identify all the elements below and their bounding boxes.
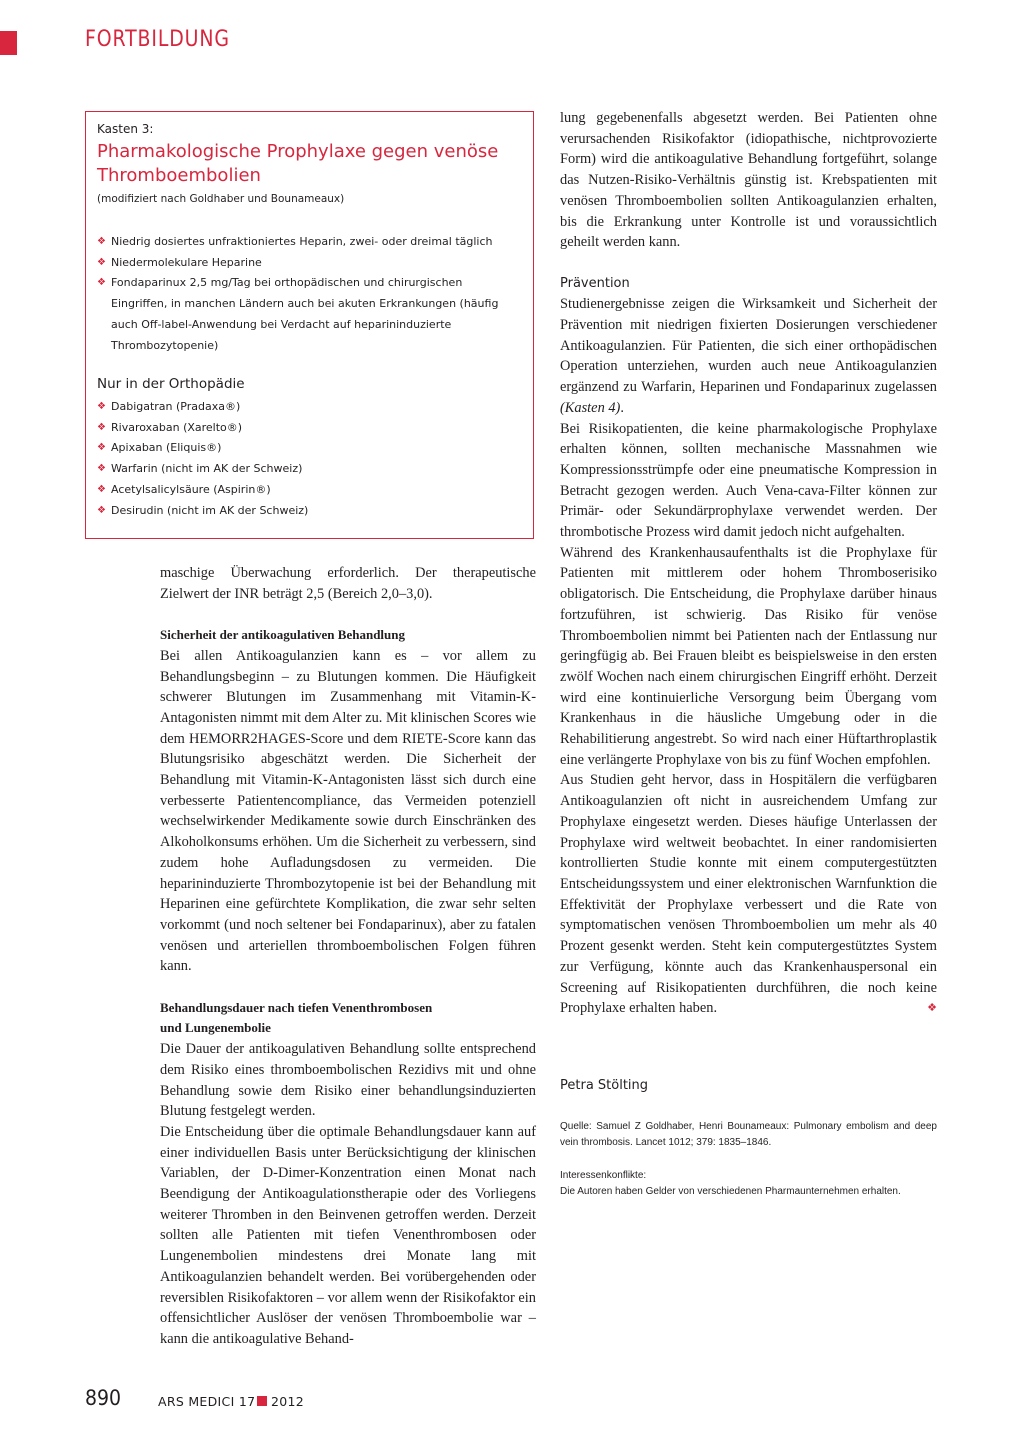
paragraph: Die Dauer der antikoagulativen Behandlung sollte entsprechend dem Risiko eines thromboembolischen Rezidivs mit und ohne Behandlung sowie dem Risiko einer behandlungsinduzierten Blutung festgelegt werden.: [160, 1041, 536, 1120]
box-label: Kasten 3:: [97, 122, 154, 136]
diamond-bullet-icon: ❖: [97, 421, 106, 433]
box-subtitle: (modifiziert nach Goldhaber und Bounameaux): [97, 193, 345, 205]
author-name: Petra Stölting: [560, 1078, 649, 1093]
diamond-bullet-icon: ❖: [97, 463, 106, 475]
section-heading: Prävention: [560, 275, 630, 291]
list-item: ❖ Rivaroxaban (Xarelto®): [97, 418, 522, 439]
paragraph: Die Entscheidung über die optimale Behandlungsdauer kann auf einer individuellen Basis unter Berücksichtigung der klinischen Variablen, der D-Dimer-Konzentration einen Monat nach Beendigung der Antikoagulationstherapie oder des Vorliegens weiterer Thromben in den Beinvenen getroffen werden. Derzeit sollten alle Patienten mit tiefen Venenthrombosen oder Lungenembolien mindestens drei Monate lang mit Antikoagulanzien behandelt werden. Bei vorübergehenden oder reversiblen Risikofaktoren – vor allem wenn der Risikofaktor ein offensichtlicher Auslöser der venösen Thromboembolie war – kann die antikoagulative Behand-: [160, 1123, 536, 1347]
box-subheading: Nur in der Orthopädie: [97, 376, 245, 392]
paragraph: Während des Krankenhausaufenthalts ist die Prophylaxe für Patienten mit mittlerem oder hohem Thromboserisiko obligatorisch. Die Entscheidung, die Prophylaxe darüber hinaus fortzuführen, ist schwierig. Das Risiko für venöse Thromboembolien nimmt bei Patienten nach der Entlassung nur geringfügig ab. Bei Frauen bleibt es beispielsweise in den ersten zwölf Wochen nach einem chirurgischen Eingriff erhöht. Derzeit wird eine kontinuierliche Versorgung beim Übergang vom Krankenhaus in die häusliche Umgebung oder in die Rehabilitierung angestrebt. So wird nach einer Hüftarthroplastik eine verlängerte Prophylaxe von bis zu fünf Wochen empfohlen.: [560, 544, 937, 768]
diamond-bullet-icon: ❖: [97, 442, 106, 454]
paragraph: Studienergebnisse zeigen die Wirksamkeit und Sicherheit der Prävention mit niedrigen fixierten Dosierungen verschiedener Antikoagulanzien. Für Patienten, die sich einer orthopädischen Operation unterziehen, wurden auch neue Antikoagulanzien ergänzend zu Warfarin, Heparinen und Fondaparinux zugelassen (Kasten 4).: [560, 296, 937, 416]
end-mark-icon: ❖: [927, 1001, 937, 1015]
section-heading-continued: und Lungenembolie: [160, 1020, 271, 1036]
diamond-bullet-icon: ❖: [97, 256, 106, 268]
footer-square-icon: [257, 1396, 267, 1406]
header-accent-bar: [0, 31, 17, 55]
diamond-bullet-icon: ❖: [97, 483, 106, 495]
list-item: ❖ Niedrig dosiertes unfraktioniertes Heparin, zwei- oder dreimal täglich: [97, 232, 522, 253]
paragraph: Bei allen Antikoagulanzien kann es – vor allem zu Behandlungsbeginn – zu Blutungen kommen. Die Häufigkeit schwerer Blutungen im Zusammenhang mit Vitamin-K-Antagonisten nimmt mit dem Alter zu. Mit klinischen Scores wie dem HEMORR2HAGES-Score und dem RIETE-Score kann das Blutungsrisiko abgeschätzt werden. Die Sicherheit der Behandlung mit Vitamin-K-Antagonisten lässt sich durch eine verbesserte Patientencompliance, das Vermeiden potenziell wechselwirkender Medikamente sowie durch Einschränken des Alkoholkonsums erhöhen. Um die Sicherheit zu verbessern, sind zudem hohe Aufladungsdosen zu vermeiden. Die heparininduzierte Thrombozytopenie ist bei der Behandlung mit Heparinen eine gefürchtete Komplikation, die zwar sehr selten vorkommt (und noch seltener bei Fondaparinux), aber zu fatalen venösen und arteriellen thromboembolischen Folgen führen kann.: [160, 647, 536, 975]
journal-name: ARS MEDICI 17: [158, 1394, 256, 1409]
diamond-bullet-icon: ❖: [97, 504, 106, 516]
right-column: [560, 108, 937, 1019]
paragraph: Bei Risikopatienten, die keine pharmakologische Prophylaxe erhalten können, sollten mechanische Massnahmen wie Kompressionsstrümpfe oder eine pneumatische Kompression in Betracht gezogen werden. Auch Vena-cava-Filter können zur Primär- oder Sekundärprophylaxe verwendet werden. Der thrombotische Prozess wird damit jedoch nicht aufgehalten.: [560, 420, 937, 541]
box-reference: (Kasten 4): [560, 399, 621, 416]
left-column: [160, 563, 536, 1350]
conflict-of-interest-label: Interessenkonflikte:: [560, 1170, 647, 1181]
diamond-bullet-icon: ❖: [97, 401, 106, 412]
section-title: FORTBILDUNG: [85, 27, 230, 52]
box-title: Pharmakologische Prophylaxe gegen venöse Thromboembolien: [97, 141, 499, 186]
paragraph: lung gegebenenfalls abgesetzt werden. Bei Patienten ohne verursachenden Risikofaktor (idiopathische, nichtprovozierte Form) wird die antikoagulative Behandlung fortgeführt, solange das Nutzen-Risiko-Verhältnis günstig ist. Krebspatienten mit venösen Thromboembolien sollten Antikoagulanzien erhalten, bis die Erkrankung unter Kontrolle ist und voraussichtlich geheilt werden kann.: [560, 110, 937, 251]
list-item: ❖ Apixaban (Eliquis®): [97, 438, 522, 459]
info-box: [85, 111, 534, 539]
conflict-of-interest-text: Die Autoren haben Gelder von verschiedenen Pharmaunternehmen erhalten.: [560, 1186, 901, 1197]
box-list: [97, 232, 522, 356]
box-ortho-list: [97, 397, 522, 521]
list-item: ❖ Acetylsalicylsäure (Aspirin®): [97, 480, 522, 501]
source-citation: Quelle: Samuel Z Goldhaber, Henri Bounameaux: Pulmonary embolism and deep vein thrombosis. Lancet 1012; 379: 1835–1846.: [560, 1121, 937, 1148]
list-item: ❖ Warfarin (nicht im AK der Schweiz): [97, 459, 522, 480]
journal-year: 2012: [271, 1394, 305, 1409]
diamond-bullet-icon: ❖: [97, 277, 106, 289]
paragraph: Aus Studien geht hervor, dass in Hospitälern die verfügbaren Antikoagulanzien oft nicht in ausreichendem Umfang zur Prophylaxe eingesetzt werden. Dieses häufige Unterlassen der Prophylaxe wird weltweit beobachtet. In einer randomisierten kontrollierten Studie konnte mit einem computergestützten Entscheidungssystem und einer elektronischen Warnfunktion die Effektivität der Prophylaxe verbessert und die Rate von symptomatischen venösen Thromboembolien um mehr als 40 Prozent gesenkt werden. Steht kein computergestütztes System zur Verfügung, könnte auch das Krankenhauspersonal ein Screening auf Risikopatienten durchführen, die noch keine Prophylaxe erhalten haben. ❖: [560, 770, 937, 1018]
diamond-bullet-icon: ❖: [97, 236, 106, 247]
list-item: ❖ Fondaparinux 2,5 mg/Tag bei orthopädischen und chirurgischen Eingriffen, in manchen Ländern auch bei akuten Erkrankungen (häufig auch Off-label-Anwendung bei Verdacht auf heparininduzierte Thrombozytopenie): [97, 273, 522, 356]
list-item: ❖ Niedermolekulare Heparine: [97, 253, 522, 274]
section-heading: Sicherheit der antikoagulativen Behandlung: [160, 627, 405, 643]
list-item: ❖ Dabigatran (Pradaxa®): [97, 397, 522, 418]
paragraph: maschige Überwachung erforderlich. Der therapeutische Zielwert der INR beträgt 2,5 (Bereich 2,0–3,0).: [160, 565, 536, 602]
page-number: 890: [85, 1386, 122, 1410]
section-heading: Behandlungsdauer nach tiefen Venenthrombosen: [160, 999, 433, 1015]
list-item: ❖ Desirudin (nicht im AK der Schweiz): [97, 501, 522, 522]
